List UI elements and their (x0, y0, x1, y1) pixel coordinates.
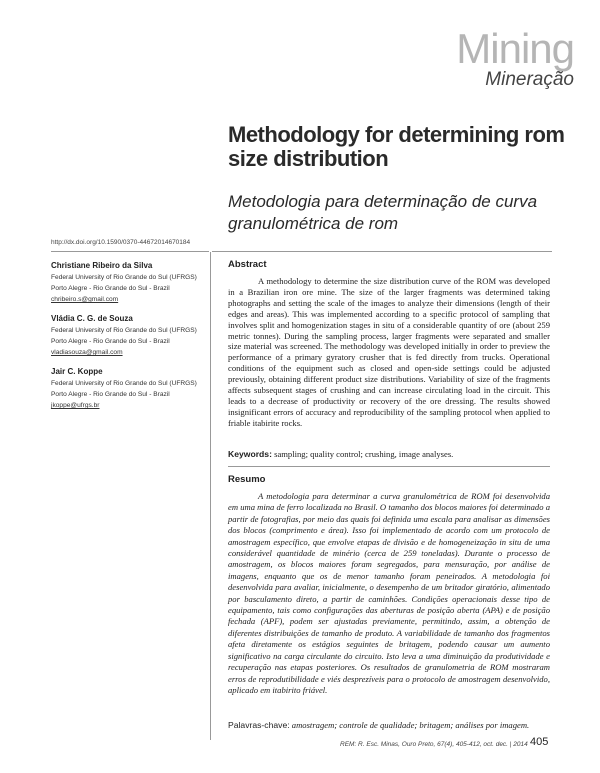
palavras-chave-label: Palavras-chave: (228, 720, 290, 730)
author-location: Porto Alegre - Rio Grande do Sul - Brazil (51, 391, 170, 398)
column-divider (210, 252, 211, 740)
left-divider (51, 251, 209, 252)
resumo-text: A metodologia para determinar a curva granulométrica de ROM foi desenvolvida em uma mina de ferro localizada no Brasil. O tamanho dos blocos maiores foi determinado a partir de fotografias, por meio das quais foi definida uma escala para analisar as dimensões dos blocos (comprimento e área). Isso foi implementado de acordo com um protocolo de amostragem específico, que envolve etapas de divisão e de homogeneização in situ de uma considerável quantidade de minério (cerca de 259 toneladas). Durante o processo de amostragem, os blocos maiores foram segregados, para mensuração, por análise de imagens, enquanto que os de menor tamanho foram peneirados. A metodologia foi desenvolvida para avaliar, inicialmente, o desempenho de um britador giratório, alimentado por basculamento direto, a partir de caminhões. Condições operacionais desse tipo de equipamento, tais como configurações das aberturas de posição aberta (APA) e de posição fechada (APF), podem ser ajustadas previamente, permitindo, assim, a obtenção de diferentes distribuições de tamanho de produto. A variabilidade de tamanho dos fragmentos afeta diretamente os estágios seguintes de britagem, podendo causar um aumento significativo na carga circulante do circuito. Isto leva a uma diminuição da produtividade e recuperação nas etapas posteriores. Os resultados de granulometria de ROM mostraram erros de reprodutibilidade e viés desprezíveis para o protocolo de amostragem desenvolvido, aplicado em itabirito friável. (228, 491, 550, 695)
section-subtitle: Mineração (485, 69, 574, 90)
author-name: Jair C. Koppe (51, 367, 103, 376)
author-affiliation: Federal University of Rio Grande do Sul (UFRGS) (51, 380, 197, 387)
author-name: Christiane Ribeiro da Silva (51, 261, 153, 270)
palavras-chave-value: amostragem; controle de qualidade; britagem; análises por imagem. (291, 720, 530, 730)
doi-link[interactable]: http://dx.doi.org/10.1590/0370-44672014670184 (51, 239, 191, 246)
article-title: Methodology for determining rom size distribution (228, 122, 565, 171)
keywords-label: Keywords: (228, 449, 272, 459)
right-divider (212, 251, 552, 252)
author-affiliation: Federal University of Rio Grande do Sul (UFRGS) (51, 327, 197, 334)
author-affiliation: Federal University of Rio Grande do Sul (UFRGS) (51, 274, 197, 281)
section-title: Mining (456, 25, 574, 72)
author-location: Porto Alegre - Rio Grande do Sul - Brazil (51, 338, 170, 345)
author-list (51, 260, 209, 419)
keywords-value: sampling; quality control; crushing, image analyses. (274, 449, 454, 459)
author-email[interactable]: chribeiro.s@gmail.com (51, 296, 119, 303)
abstract-text: A methodology to determine the size distribution curve of the ROM was developed in a Brazilian iron ore mine. The size of the larger fragments was determined taking photographs and setting the scale of the images to analyze their dimensions (length of their edges and areas). This was implemented according to a specific protocol of sampling that involves split and homogenization stages in situ of a considerable quantity of ore (about 259 metric tonnes). During the sampling process, larger fragments were separated and smaller size material was screened. The methodology was developed initially in order to preview the performance of a primary gyratory crusher that is fed directly from trucks. Operational conditions of the equipment such as closed and open-side settings could be adjusted previously, obtaining different product size distributions. Variability of size of the fragments affects subsequent stages of crushing and can increase circulating load in the circuit. This leads to a decrease of productivity or recovery of the ore dressing. The results showed insignificant errors of accuracy and reproducibility of the sampling protocol when applied to friable itabirite rocks. (228, 276, 550, 428)
abstract-heading: Abstract (228, 259, 267, 270)
author-email[interactable]: vladiasouza@gmail.com (51, 349, 123, 356)
article-title-pt: Metodologia para determinação de curva granulométrica de rom (228, 192, 538, 233)
author-block (51, 260, 209, 305)
author-block (51, 366, 209, 411)
resumo-heading: Resumo (228, 474, 266, 485)
page-number: 405 (530, 736, 549, 748)
footer-citation: REM: R. Esc. Minas, Ouro Preto, 67(4), 405-412, oct. dec. | 2014 (340, 741, 528, 748)
section-separator (228, 466, 550, 467)
palavras-chave (228, 720, 550, 731)
author-block (51, 313, 209, 358)
author-location: Porto Alegre - Rio Grande do Sul - Brazil (51, 285, 170, 292)
author-email[interactable]: jkoppe@ufrgs.br (51, 402, 100, 409)
keywords (228, 449, 550, 460)
author-name: Vládia C. G. de Souza (51, 314, 133, 323)
